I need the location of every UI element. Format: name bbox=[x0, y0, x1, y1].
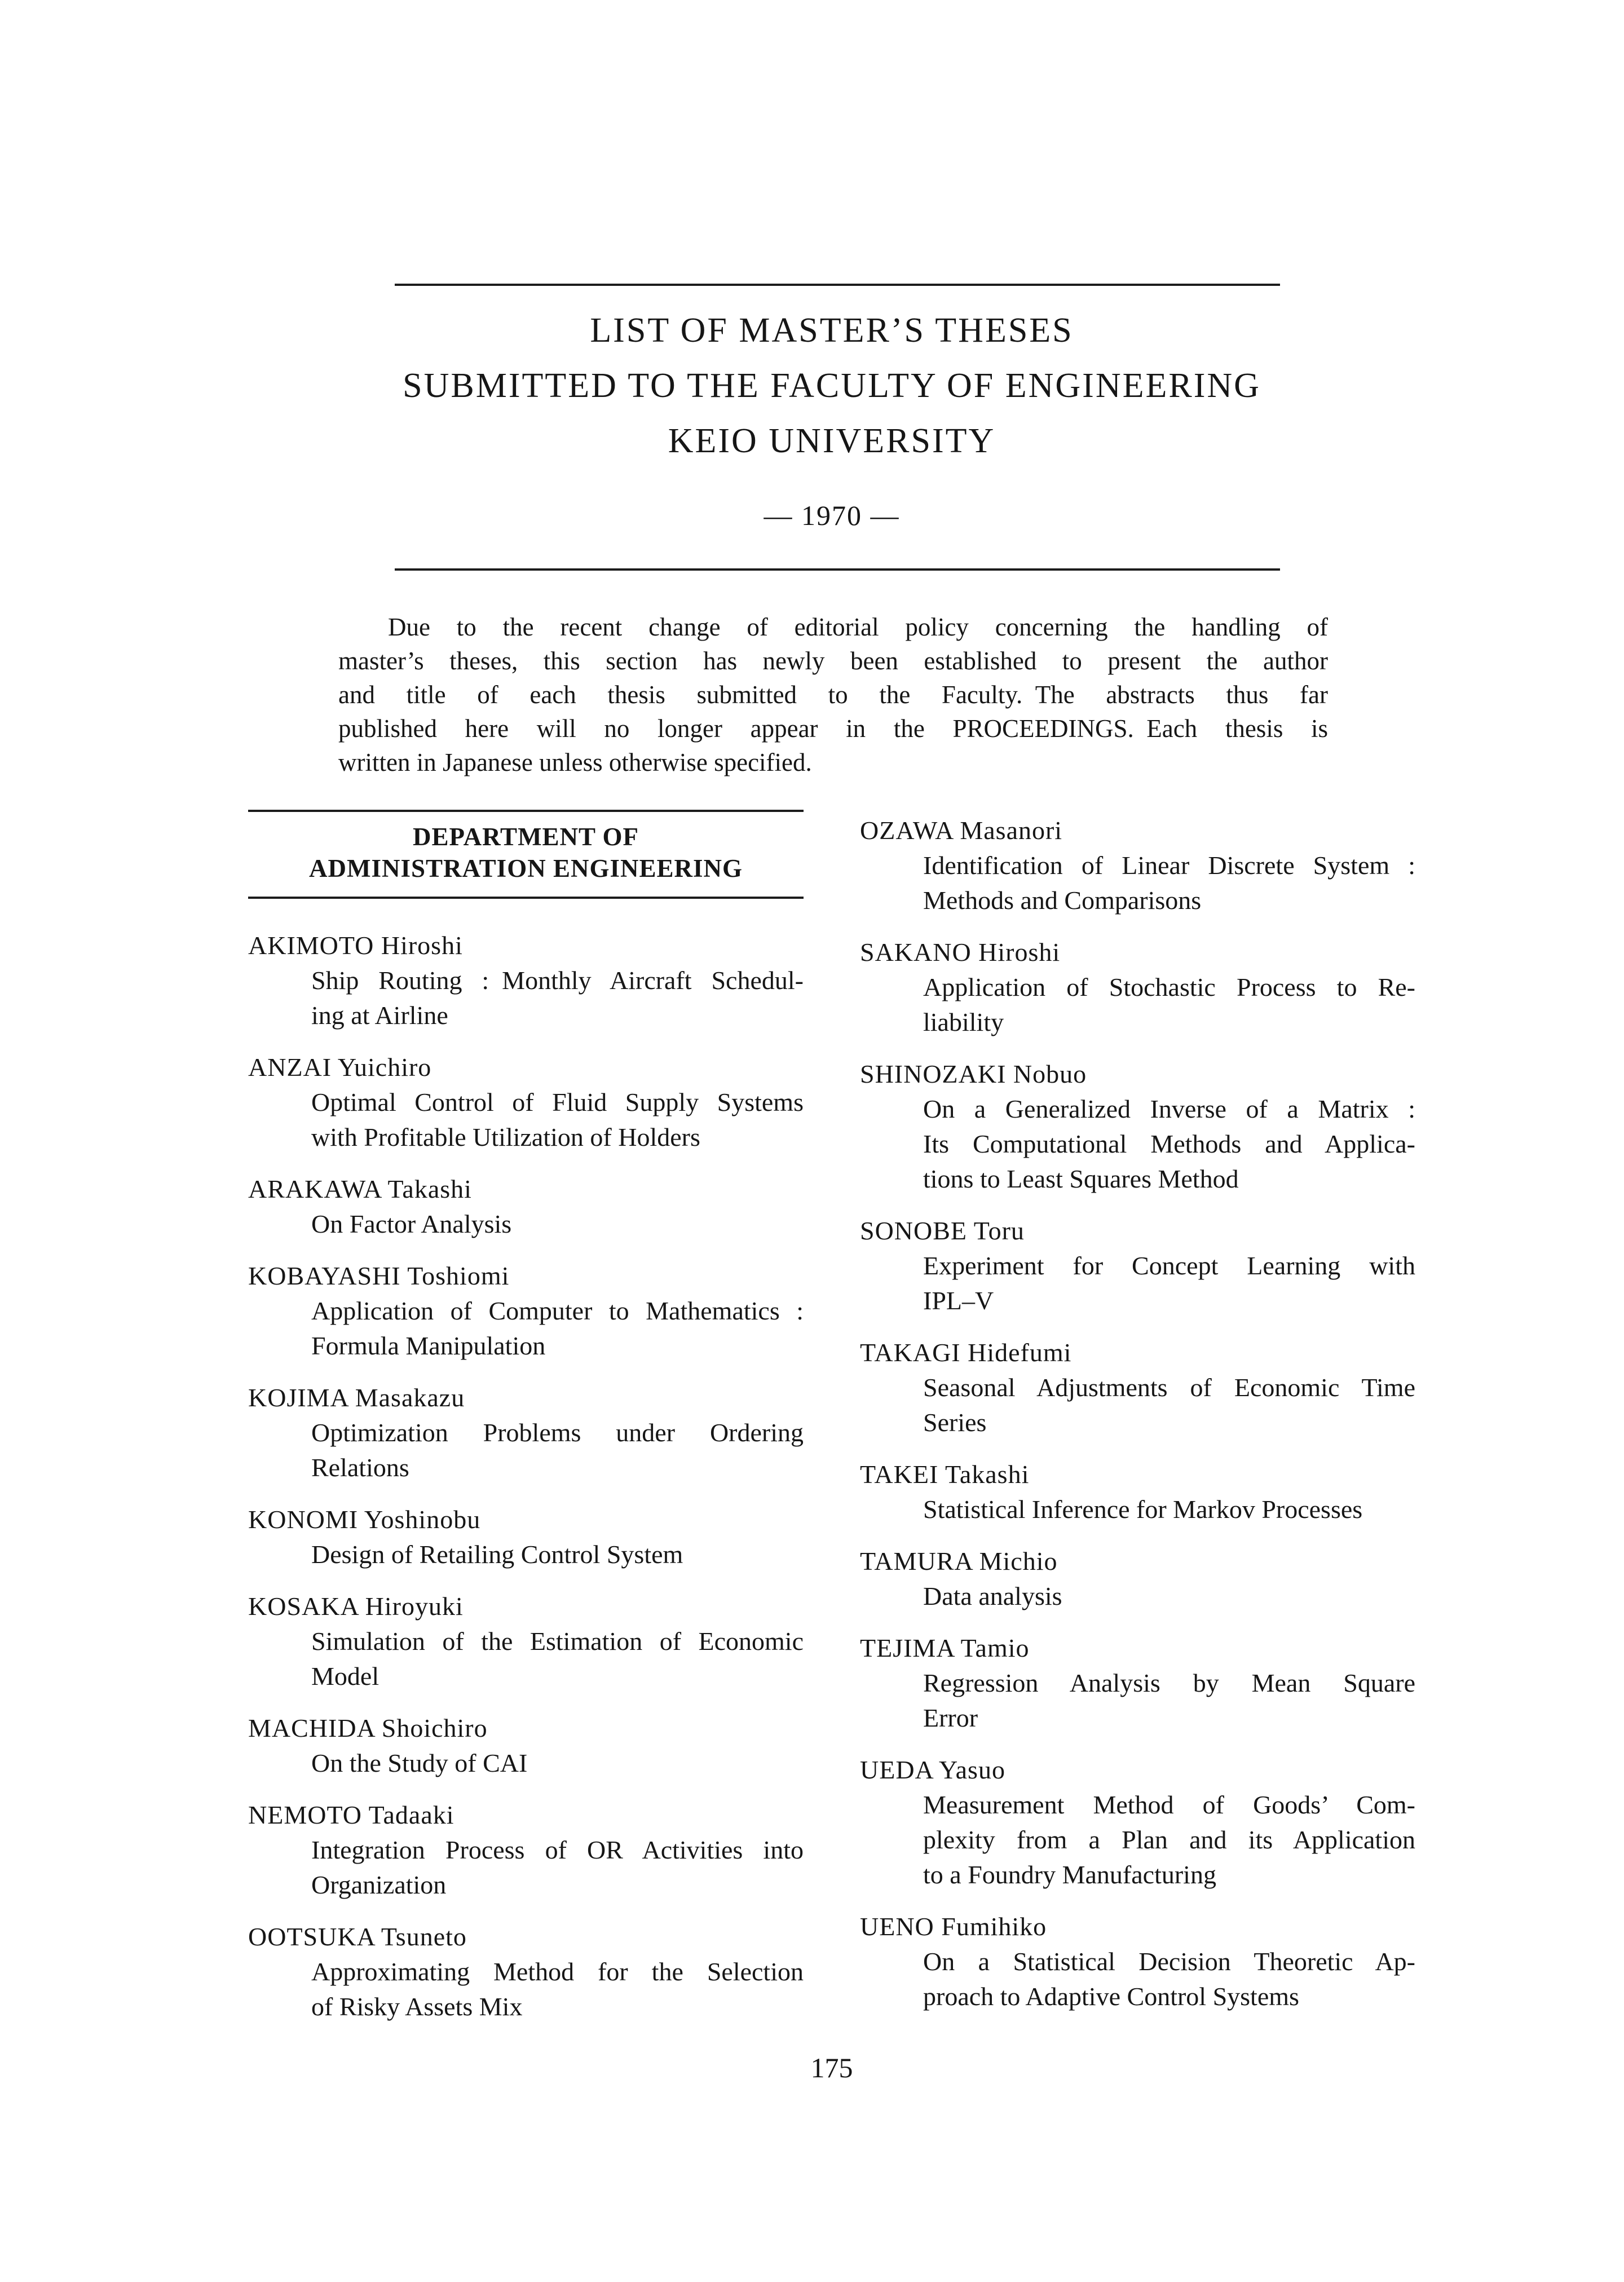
department-header bbox=[248, 810, 804, 899]
thesis-title-line: proach to Adaptive Control Systems bbox=[923, 1982, 1299, 2011]
thesis-title-line: Integration Process of OR Activities into bbox=[311, 1835, 804, 1864]
thesis-author: SAKANO Hiroshi bbox=[860, 938, 1061, 966]
thesis-title-line: Regression Analysis by Mean Square bbox=[923, 1669, 1415, 1697]
thesis-entry bbox=[248, 1502, 804, 1572]
thesis-title-line: of Risky Assets Mix bbox=[311, 1992, 523, 2021]
thesis-author: UENO Fumihiko bbox=[860, 1912, 1047, 1941]
thesis-title bbox=[860, 1666, 1415, 1736]
thesis-title-line: On a Statistical Decision Theoretic Ap- bbox=[923, 1947, 1415, 1976]
thesis-list-left bbox=[248, 928, 804, 2024]
thesis-entry bbox=[860, 813, 1415, 918]
thesis-title-line: Design of Retailing Control System bbox=[311, 1540, 683, 1569]
intro-line: Due to the recent change of editorial policy concerning the handling of bbox=[388, 613, 1328, 641]
thesis-title bbox=[248, 1207, 804, 1242]
thesis-author: NEMOTO Tadaaki bbox=[248, 1800, 454, 1829]
thesis-author: ARAKAWA Takashi bbox=[248, 1175, 472, 1203]
thesis-title bbox=[860, 1092, 1415, 1197]
thesis-title bbox=[248, 1833, 804, 1903]
thesis-entry bbox=[248, 1589, 804, 1694]
thesis-title bbox=[860, 1248, 1415, 1318]
thesis-title-line: Experiment for Concept Learning with bbox=[923, 1251, 1415, 1280]
thesis-title bbox=[860, 970, 1415, 1040]
thesis-title-line: with Profitable Utilization of Holders bbox=[311, 1123, 700, 1151]
thesis-author: SHINOZAKI Nobuo bbox=[860, 1060, 1087, 1088]
thesis-title bbox=[860, 1579, 1415, 1614]
page-title-line-3: KEIO UNIVERSITY bbox=[668, 422, 996, 460]
thesis-title bbox=[248, 1294, 804, 1363]
thesis-entry bbox=[860, 1909, 1415, 2014]
thesis-title bbox=[248, 1746, 804, 1781]
thesis-title-line: On the Study of CAI bbox=[311, 1749, 528, 1777]
thesis-title bbox=[860, 1492, 1415, 1527]
thesis-title bbox=[860, 1787, 1415, 1892]
thesis-title-line: to a Foundry Manufacturing bbox=[923, 1860, 1216, 1889]
thesis-title-line: Statistical Inference for Markov Processes bbox=[923, 1495, 1363, 1524]
thesis-entry bbox=[248, 1050, 804, 1155]
page-number: 175 bbox=[810, 2052, 853, 2084]
thesis-title-line: Error bbox=[923, 1703, 978, 1732]
thesis-author: KOBAYASHI Toshiomi bbox=[248, 1261, 510, 1290]
thesis-entry bbox=[248, 928, 804, 1033]
thesis-author: KOJIMA Masakazu bbox=[248, 1383, 465, 1412]
thesis-title-line: Application of Stochastic Process to Re- bbox=[923, 973, 1415, 1001]
department-heading bbox=[248, 812, 804, 897]
department-rule-bottom bbox=[248, 897, 804, 899]
thesis-columns bbox=[248, 810, 1415, 2041]
thesis-entry bbox=[248, 1172, 804, 1242]
thesis-title-line: Methods and Comparisons bbox=[923, 886, 1202, 915]
thesis-title-line: Series bbox=[923, 1408, 987, 1437]
thesis-title bbox=[860, 1944, 1415, 2014]
thesis-author: OOTSUKA Tsuneto bbox=[248, 1922, 467, 1951]
thesis-title-line: Organization bbox=[311, 1870, 447, 1899]
thesis-author: AKIMOTO Hiroshi bbox=[248, 931, 463, 960]
thesis-title bbox=[248, 963, 804, 1033]
thesis-title bbox=[248, 1624, 804, 1694]
intro-line: published here will no longer appear in the PROCEEDINGS. Each thesis is bbox=[338, 714, 1328, 743]
thesis-author: TAMURA Michio bbox=[860, 1547, 1058, 1575]
thesis-entry bbox=[860, 1544, 1415, 1614]
thesis-entry bbox=[860, 935, 1415, 1040]
page-content bbox=[248, 0, 1415, 2282]
thesis-title-line: Its Computational Methods and Applica- bbox=[923, 1129, 1415, 1158]
intro-line: master’s theses, this section has newly been established to present the author bbox=[338, 647, 1328, 675]
thesis-title-line: plexity from a Plan and its Application bbox=[923, 1825, 1415, 1854]
thesis-title-line: tions to Least Squares Method bbox=[923, 1164, 1239, 1193]
year-label: — 1970 — bbox=[764, 500, 900, 531]
department-heading-line-1: DEPARTMENT OF bbox=[412, 823, 639, 851]
thesis-title-line: Application of Computer to Mathematics : bbox=[311, 1296, 804, 1325]
page-title-line-1: LIST OF MASTER’S THESES bbox=[590, 311, 1074, 350]
thesis-title-line: liability bbox=[923, 1008, 1004, 1036]
thesis-title-line: Optimization Problems under Ordering bbox=[311, 1418, 804, 1447]
thesis-author: KOSAKA Hiroyuki bbox=[248, 1592, 464, 1621]
thesis-title-line: ing at Airline bbox=[311, 1001, 448, 1030]
department-heading-line-2: ADMINISTRATION ENGINEERING bbox=[308, 854, 743, 882]
thesis-entry bbox=[248, 1798, 804, 1903]
intro-line: written in Japanese unless otherwise specified. bbox=[338, 748, 812, 776]
thesis-author: SONOBE Toru bbox=[860, 1216, 1025, 1245]
thesis-title-line: Seasonal Adjustments of Economic Time bbox=[923, 1373, 1415, 1402]
thesis-entry bbox=[860, 1753, 1415, 1892]
thesis-title-line: Data analysis bbox=[923, 1582, 1062, 1610]
intro-paragraph bbox=[338, 610, 1328, 779]
thesis-title-line: Measurement Method of Goods’ Com- bbox=[923, 1790, 1415, 1819]
thesis-title bbox=[860, 848, 1415, 918]
thesis-author: ANZAI Yuichiro bbox=[248, 1053, 432, 1082]
thesis-title-line: On a Generalized Inverse of a Matrix : bbox=[923, 1094, 1415, 1123]
thesis-entry bbox=[860, 1057, 1415, 1197]
intro-line: and title of each thesis submitted to the Faculty. The abstracts thus far bbox=[338, 681, 1328, 709]
title-rule-bottom bbox=[395, 568, 1280, 571]
thesis-entry bbox=[860, 1631, 1415, 1736]
thesis-author: MACHIDA Shoichiro bbox=[248, 1714, 488, 1742]
thesis-entry bbox=[248, 1259, 804, 1363]
thesis-entry bbox=[248, 1919, 804, 2024]
thesis-title bbox=[248, 1537, 804, 1572]
thesis-entry bbox=[248, 1711, 804, 1781]
thesis-author: TAKEI Takashi bbox=[860, 1460, 1030, 1489]
right-column bbox=[860, 810, 1415, 2031]
thesis-title-line: Optimal Control of Fluid Supply Systems bbox=[311, 1088, 804, 1116]
thesis-entry bbox=[248, 1380, 804, 1485]
thesis-title bbox=[248, 1085, 804, 1155]
thesis-title-line: Formula Manipulation bbox=[311, 1331, 546, 1360]
thesis-entry bbox=[860, 1335, 1415, 1440]
thesis-title-line: On Factor Analysis bbox=[311, 1210, 512, 1238]
page-title-line-2: SUBMITTED TO THE FACULTY OF ENGINEERING bbox=[403, 367, 1261, 405]
thesis-title-line: Ship Routing : Monthly Aircraft Schedul- bbox=[311, 966, 804, 995]
thesis-author: TAKAGI Hidefumi bbox=[860, 1338, 1072, 1367]
thesis-title-line: Simulation of the Estimation of Economic bbox=[311, 1627, 804, 1656]
thesis-title-line: Identification of Linear Discrete System : bbox=[923, 851, 1415, 880]
left-column bbox=[248, 810, 804, 2041]
thesis-entry bbox=[860, 1457, 1415, 1527]
thesis-author: UEDA Yasuo bbox=[860, 1755, 1005, 1784]
thesis-title-line: Model bbox=[311, 1662, 379, 1690]
thesis-title bbox=[248, 1954, 804, 2024]
title-rule-top bbox=[395, 284, 1280, 286]
thesis-title-line: IPL–V bbox=[923, 1286, 994, 1315]
thesis-title bbox=[248, 1415, 804, 1485]
thesis-title-line: Approximating Method for the Selection bbox=[311, 1957, 804, 1986]
thesis-author: OZAWA Masanori bbox=[860, 816, 1063, 845]
thesis-author: TEJIMA Tamio bbox=[860, 1634, 1030, 1662]
thesis-title-line: Relations bbox=[311, 1453, 409, 1482]
thesis-title bbox=[860, 1370, 1415, 1440]
thesis-entry bbox=[860, 1213, 1415, 1318]
thesis-list-right bbox=[860, 813, 1415, 2014]
thesis-author: KONOMI Yoshinobu bbox=[248, 1505, 481, 1534]
